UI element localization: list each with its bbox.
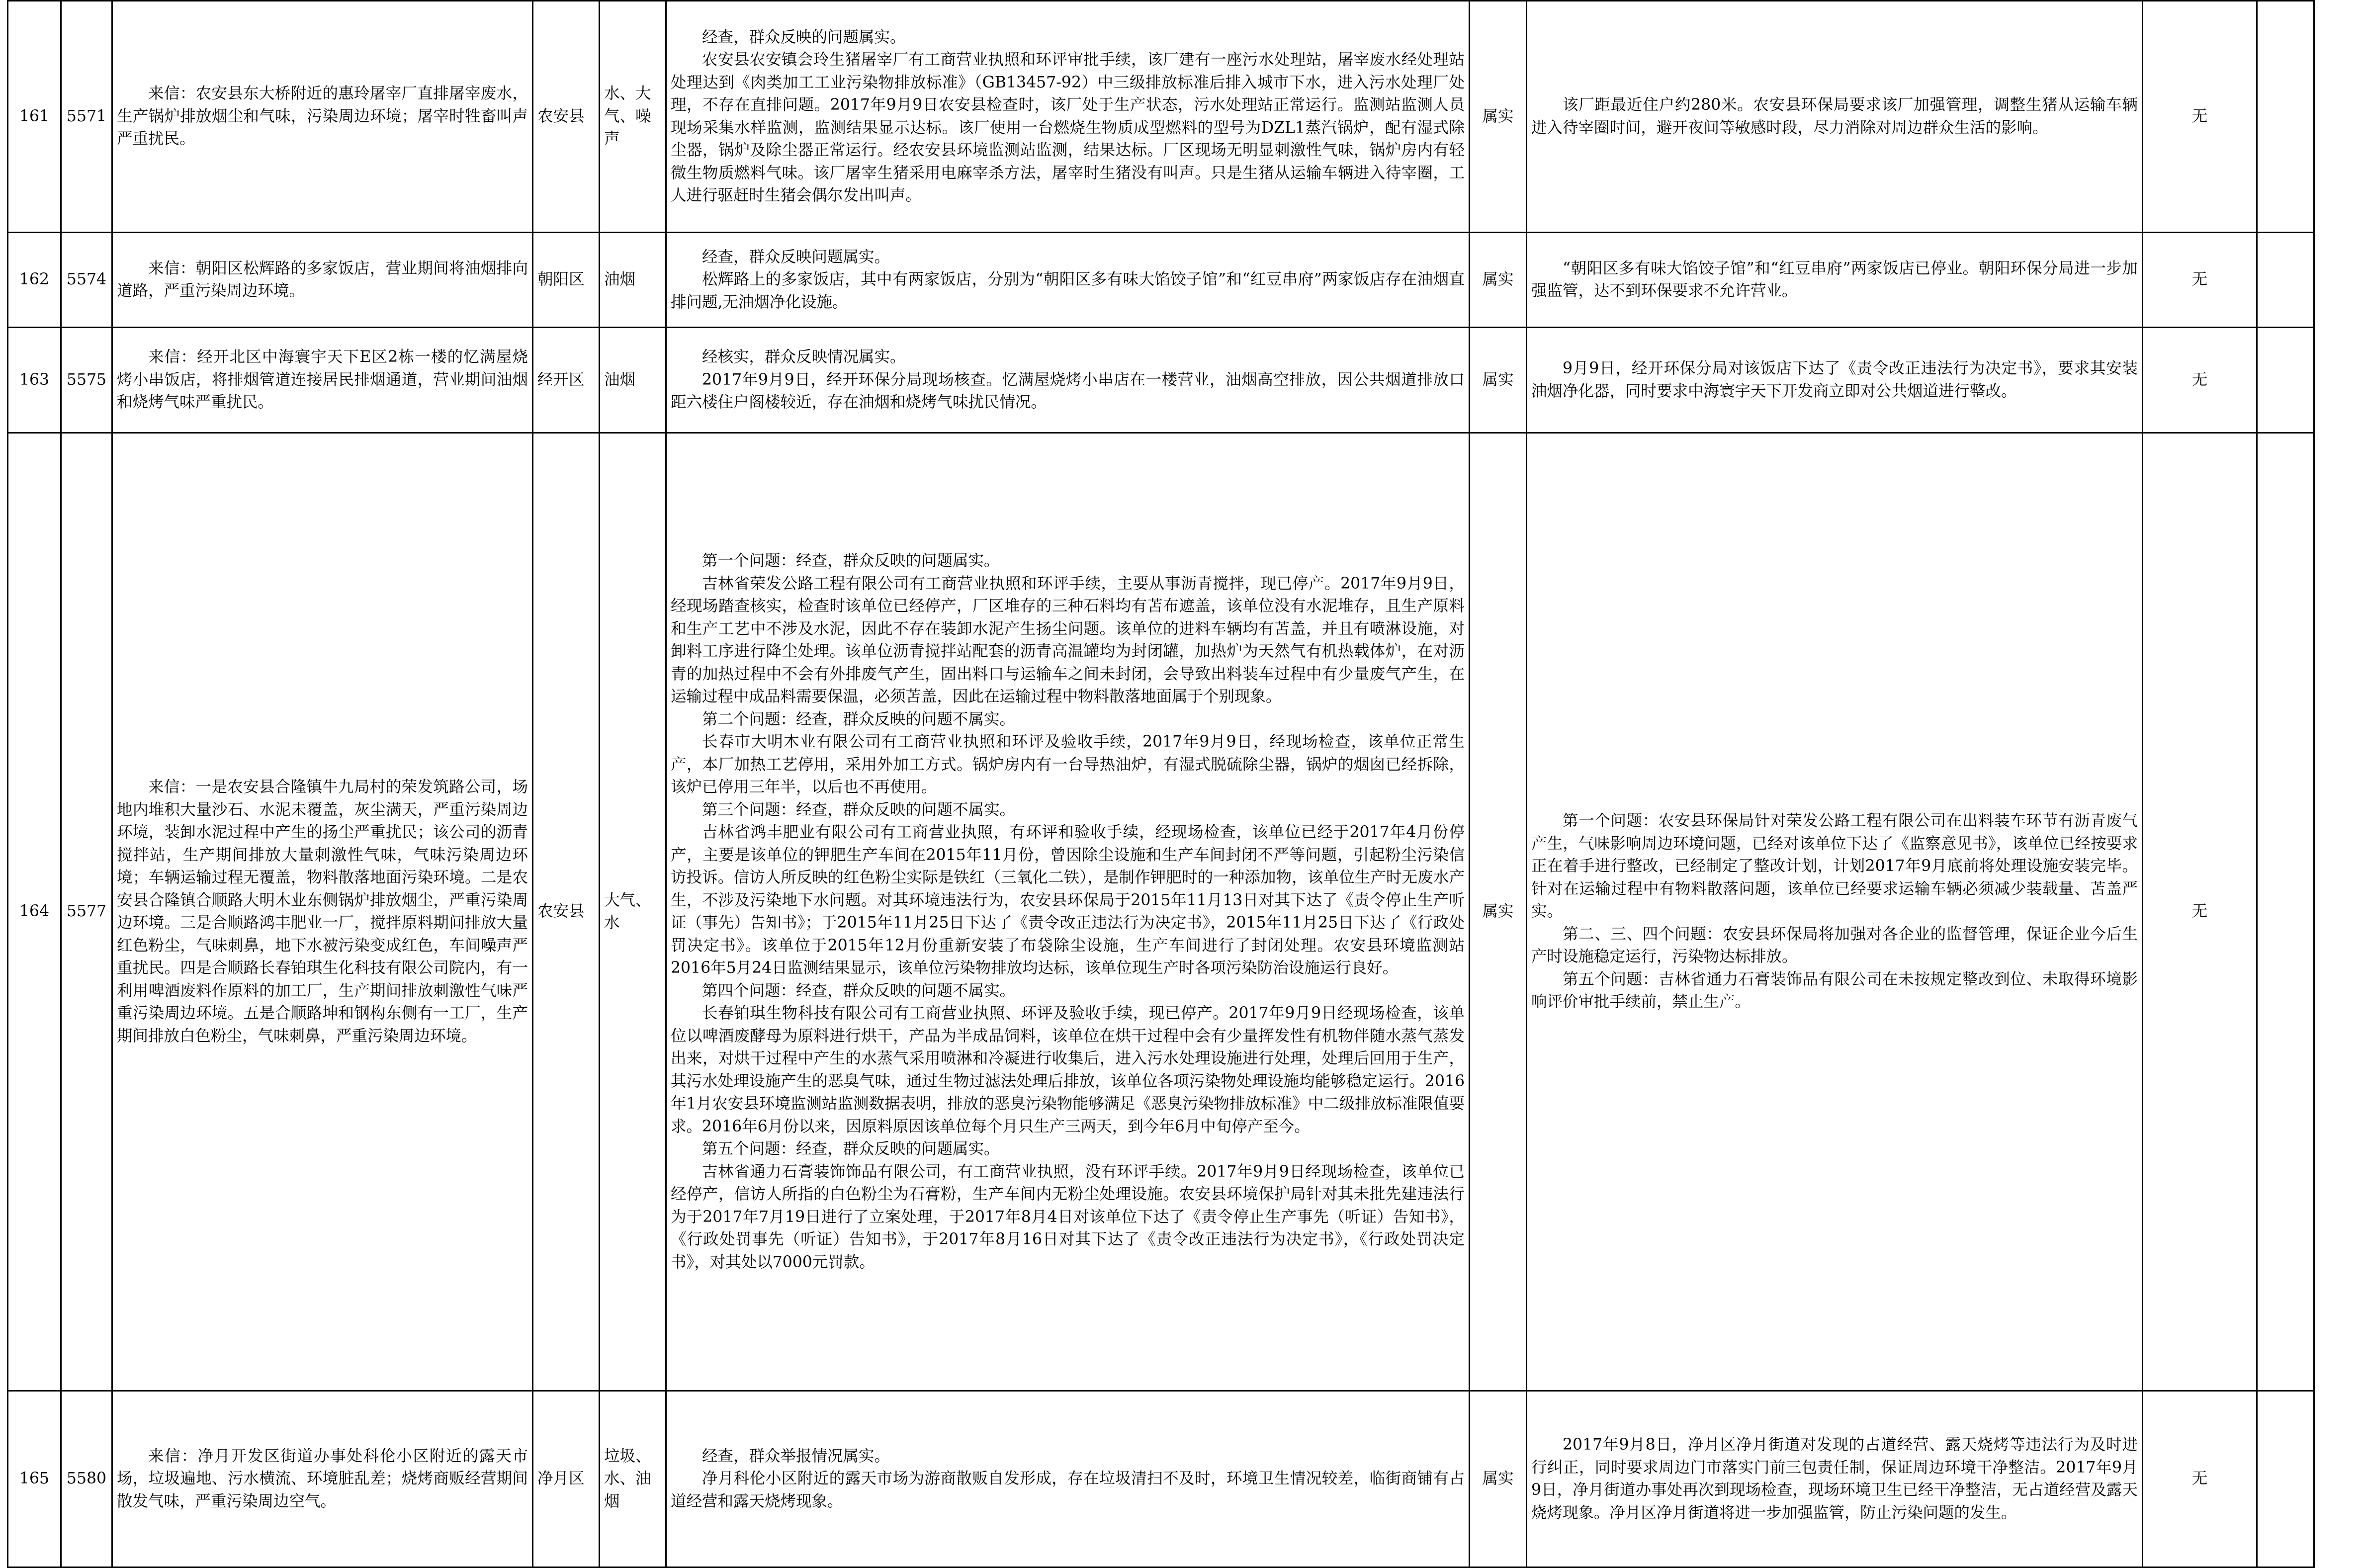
table-row	[8, 433, 2314, 1391]
empty-cell	[2257, 433, 2314, 1391]
paragraph: 长春铂琪生物科技有限公司有工商营业执照、环评及验收手续，现已停产。2017年9月9日经现场检查，该单位以啤酒废酵母为原料进行烘干，产品为半成品饲料，该单位在烘干过程中会有少量挥发性有机物伴随水蒸气蒸发出来，对烘干过程中产生的水蒸气采用喷淋和冷凝进行收集后，进入污水处理设施进行处理，处理后回用于生产，其污水处理设施产生的恶臭气味，通过生物过滤法处理后排放，该单位各项污染物处理设施均能够稳定运行。2016年1月农安县环境监测站监测数据表明，排放的恶臭污染物能够满足《恶臭污染物排放标准》中二级排放标准限值要求。2016年6月份以来，因原料原因该单位每个月只生产三两天，到今年6月中旬停产至今。	[671, 1004, 1465, 1135]
accountability: 无	[2143, 433, 2257, 1391]
paragraph: 第五个问题：吉林省通力石膏装饰品有限公司在未按规定整改到位、未取得环境影响评价审批手续前，禁止生产。	[1531, 970, 2138, 1011]
paragraph: 吉林省荣发公路工程有限公司有工商营业执照和环评手续，主要从事沥青搅拌，现已停产。2017年9月9日，经现场踏查核实，检查时该单位已经停产，厂区堆存的三种石料均有苫布遮盖，该单位没有水泥堆存，且生产原料和生产工艺中不涉及水泥，因此不存在装卸水泥产生扬尘问题。该单位的进料车辆均有苫盖，并且有喷淋设施，对卸料工序进行降尘处理。该单位沥青搅拌站配套的沥青高温罐均为封闭罐，加热炉为天然气有机热载体炉，在对沥青的加热过程中不会有外排废气产生，固出料口与运输车之间未封闭，会导致出料装车过程中有少量废气产生，在运输过程中成品料需要保温，必须苫盖，因此在运输过程中物料散落地面属于个别现象。	[671, 574, 1465, 705]
complaint-text: 来信：经开北区中海寰宇天下E区2栋一楼的忆满屋烧烤小串饭店，将排烟管道连接居民排烟通道，营业期间油烟和烧烤气味严重扰民。	[117, 348, 528, 412]
complaint-text: 来信：一是农安县合隆镇牛九局村的荣发筑路公司，场地内堆积大量沙石、水泥未覆盖，灰尘满天，严重污染周边环境，装卸水泥过程中产生的扬尘严重扰民；该公司的沥青搅拌站，生产期间排放大量刺激性气味，气味污染周边环境；车辆运输过程无覆盖，物料散落地面污染环境。二是农安县合隆镇合顺路大明木业东侧锅炉排放烟尘，严重污染周边环境。三是合顺路鸿丰肥业一厂，搅拌原料期间排放大量红色粉尘，气味刺鼻，地下水被污染变成红色，车间噪声严重扰民。四是合顺路长春铂琪生化科技有限公司院内，有一利用啤酒废料作原料的加工厂，生产期间排放刺激性气味严重污染周边环境。五是合顺路坤和钢构东侧有一工厂，生产期间排放白色粉尘，气味刺鼻，严重污染周边环境。	[117, 778, 528, 1045]
paragraph: 第一个问题：经查，群众反映的问题属实。	[702, 552, 1000, 570]
district: 农安县	[533, 433, 600, 1391]
complaint-content	[112, 1391, 533, 1568]
investigation-result	[666, 1, 1470, 233]
pollution-type: 油烟	[600, 233, 666, 328]
complaint-content	[112, 433, 533, 1391]
rectification-measures	[1527, 1, 2143, 233]
paragraph: 第五个问题：经查，群众反映的问题属实。	[702, 1140, 1000, 1158]
paragraph: 吉林省鸿丰肥业有限公司有工商营业执照，有环评和验收手续，经现场检查，该单位已经于2017年4月份停产，主要是该单位的钾肥生产车间在2015年11月份，曾因除尘设施和生产车间封闭不严等问题，引起粉尘污染信访投诉。信访人所反映的红色粉尘实际是铁红（三氧化二铁），是制作钾肥时的一种添加物，该单位生产时无废水产生，不涉及污染地下水问题。对其环境违法行为，农安县环保局于2015年11月13日对其下达了《责令停止生产听证（事先）告知书》；于2015年11月25日下达了《责令改正违法行为决定书》，2015年11月25日下达了《行政处罚决定书》。该单位于2015年12月份重新安装了布袋除尘设施，生产车间进行了封闭处理。农安县环境监测站2016年5月24日监测结果显示，该单位污染物排放均达标，该单位现生产时各项污染防治设施运行良好。	[671, 823, 1465, 977]
rectification-measures	[1527, 233, 2143, 328]
petition-table	[7, 0, 2315, 1568]
rectification-measures	[1527, 328, 2143, 433]
paragraph: 经查，群众反映的问题属实。	[702, 28, 906, 46]
row-number: 164	[8, 433, 61, 1391]
pollution-type: 油烟	[600, 328, 666, 433]
complaint-text: 来信：朝阳区松辉路的多家饭店，营业期间将油烟排向道路，严重污染周边环境。	[117, 259, 528, 300]
complaint-content	[112, 1, 533, 233]
paragraph: 净月科伦小区附近的露天市场为游商散贩自发形成，存在垃圾清扫不及时，环境卫生情况较差，临街商铺有占道经营和露天烧烤现象。	[671, 1470, 1465, 1510]
paragraph: 经核实，群众反映情况属实。	[702, 348, 906, 366]
district: 净月区	[533, 1391, 600, 1568]
paragraph: 第四个问题：经查，群众反映的问题不属实。	[702, 981, 1016, 1000]
empty-cell	[2257, 1, 2314, 233]
paragraph: 经查，群众反映问题属实。	[702, 248, 890, 266]
row-number: 163	[8, 328, 61, 433]
pollution-type: 水、大气、噪声	[600, 1, 666, 233]
paragraph: 吉林省通力石膏装饰饰品有限公司，有工商营业执照，没有环评手续。2017年9月9日经现场检查，该单位已经停产，信访人所指的白色粉尘为石膏粉，生产车间内无粉尘处理设施。农安县环境保护局针对其未批先建违法行为于2017年7月19日进行了立案处理，于2017年8月4日对该单位下达了《责令停止生产事先（听证）告知书》，《行政处罚事先（听证）告知书》，于2017年8月16日对其下达了《责令改正违法行为决定书》，《行政处罚决定书》，对其处以7000元罚款。	[671, 1162, 1465, 1271]
paragraph: 第二、三、四个问题：农安县环保局将加强对各企业的监督管理，保证企业今后生产时设施稳定运行，污染物达标排放。	[1531, 925, 2138, 966]
investigation-result	[666, 328, 1470, 433]
paragraph: 松辉路上的多家饭店，其中有两家饭店，分别为“朝阳区多有味大馅饺子馆”和“红豆串府”两家饭店存在油烟直排问题,无油烟净化设施。	[671, 270, 1465, 311]
paragraph: 9月9日，经开环保分局对该饭店下达了《责令改正违法行为决定书》，要求其安装油烟净化器，同时要求中海寰宇天下开发商立即对公共烟道进行整改。	[1531, 359, 2138, 400]
table-row	[8, 1391, 2314, 1568]
complaint-text: 来信：农安县东大桥附近的惠玲屠宰厂直排屠宰废水，生产锅炉排放烟尘和气味，污染周边环境；屠宰时牲畜叫声严重扰民。	[117, 85, 528, 148]
case-id: 5580	[61, 1391, 112, 1568]
pollution-type: 垃圾、水、油烟	[600, 1391, 666, 1568]
rectification-measures	[1527, 1391, 2143, 1568]
paragraph: 2017年9月8日，净月区净月街道对发现的占道经营、露天烧烤等违法行为及时进行纠正，同时要求周边门市落实门前三包责任制，保证周边环境干净整洁。2017年9月9日，净月街道办事处再次到现场检查，现场环境卫生已经干净整洁，无占道经营及露天烧烤现象。净月区净月街道将进一步加强监管，防止污染问题的发生。	[1531, 1436, 2138, 1522]
district: 朝阳区	[533, 233, 600, 328]
complaint-content	[112, 328, 533, 433]
paragraph: 该厂距最近住户约280米。农安县环保局要求该厂加强管理，调整生猪从运输车辆进入待宰圈时间，避开夜间等敏感时段，尽力消除对周边群众生活的影响。	[1531, 96, 2138, 137]
verification-conclusion: 属实	[1470, 233, 1527, 328]
paragraph: “朝阳区多有味大馅饺子馆”和“红豆串府”两家饭店已停业。朝阳环保分局进一步加强监管，达不到环保要求不允许营业。	[1531, 259, 2138, 300]
paragraph: 长春市大明木业有限公司有工商营业执照和环评及验收手续，2017年9月9日，经现场检查，该单位正常生产，本厂加热工艺停用，采用外加工方式。锅炉房内有一台导热油炉，有湿式脱硫除尘器，锅炉的烟囱已经拆除，该炉已停用三年半，以后也不再使用。	[671, 733, 1465, 796]
investigation-result	[666, 233, 1470, 328]
table-row	[8, 1, 2314, 233]
case-id: 5577	[61, 433, 112, 1391]
pollution-type: 大气、水	[600, 433, 666, 1391]
empty-cell	[2257, 328, 2314, 433]
paragraph: 第三个问题：经查，群众反映的问题不属实。	[702, 800, 1016, 819]
investigation-result	[666, 1391, 1470, 1568]
table-row	[8, 233, 2314, 328]
district: 农安县	[533, 1, 600, 233]
row-number: 162	[8, 233, 61, 328]
paragraph: 第一个问题：农安县环保局针对荣发公路工程有限公司在出料装车环节有沥青废气产生，气味影响周边环境问题，已经对该单位下达了《监察意见书》，该单位已经按要求正在着手进行整改，已经制定了整改计划，计划2017年9月底前将处理设施安装完毕。针对在运输过程中有物料散落问题，该单位已经要求运输车辆必须减少装载量、苫盖严实。	[1531, 812, 2138, 921]
row-number: 161	[8, 1, 61, 233]
accountability: 无	[2143, 233, 2257, 328]
case-id: 5575	[61, 328, 112, 433]
empty-cell	[2257, 1391, 2314, 1568]
accountability: 无	[2143, 1, 2257, 233]
empty-cell	[2257, 233, 2314, 328]
paragraph: 2017年9月9日，经开环保分局现场核查。忆满屋烧烤小串店在一楼营业，油烟高空排放，因公共烟道排放口距六楼住户阁楼较近，存在油烟和烧烤气味扰民情况。	[671, 370, 1465, 412]
district: 经开区	[533, 328, 600, 433]
table-row	[8, 328, 2314, 433]
case-id: 5574	[61, 233, 112, 328]
accountability: 无	[2143, 1391, 2257, 1568]
accountability: 无	[2143, 328, 2257, 433]
verification-conclusion: 属实	[1470, 328, 1527, 433]
complaint-text: 来信：净月开发区街道办事处科伦小区附近的露天市场，垃圾遍地、污水横流、环境脏乱差；烧烤商贩经营期间散发气味，严重污染周边空气。	[117, 1447, 528, 1510]
paragraph: 农安县农安镇会玲生猪屠宰厂有工商营业执照和环评审批手续，该厂建有一座污水处理站，屠宰废水经处理站处理达到《肉类加工工业污染物排放标准》（GB13457-92）中三级排放标准后排入城市下水，进入污水处理厂处理，不存在直排问题。2017年9月9日农安县检查时，该厂处于生产状态，污水处理站正常运行。监测站监测人员现场采集水样监测，监测结果显示达标。该厂使用一台燃烧生物质成型燃料的型号为DZL1蒸汽锅炉，配有湿式除尘器，锅炉及除尘器正常运行。经农安县环境监测站监测，结果达标。厂区现场无明显刺激性气味，锅炉房内有轻微生物质燃料气味。该厂屠宰生猪采用电麻宰杀方法，屠宰时生猪没有叫声。只是生猪从运输车辆进入待宰圈，工人进行驱赶时生猪会偶尔发出叫声。	[671, 51, 1465, 204]
verification-conclusion: 属实	[1470, 1391, 1527, 1568]
paragraph: 第二个问题：经查，群众反映的问题不属实。	[702, 710, 1016, 728]
paragraph: 经查，群众举报情况属实。	[702, 1447, 890, 1465]
verification-conclusion: 属实	[1470, 1, 1527, 233]
verification-conclusion: 属实	[1470, 433, 1527, 1391]
rectification-measures	[1527, 433, 2143, 1391]
investigation-result	[666, 433, 1470, 1391]
row-number: 165	[8, 1391, 61, 1568]
case-id: 5571	[61, 1, 112, 233]
complaint-content	[112, 233, 533, 328]
